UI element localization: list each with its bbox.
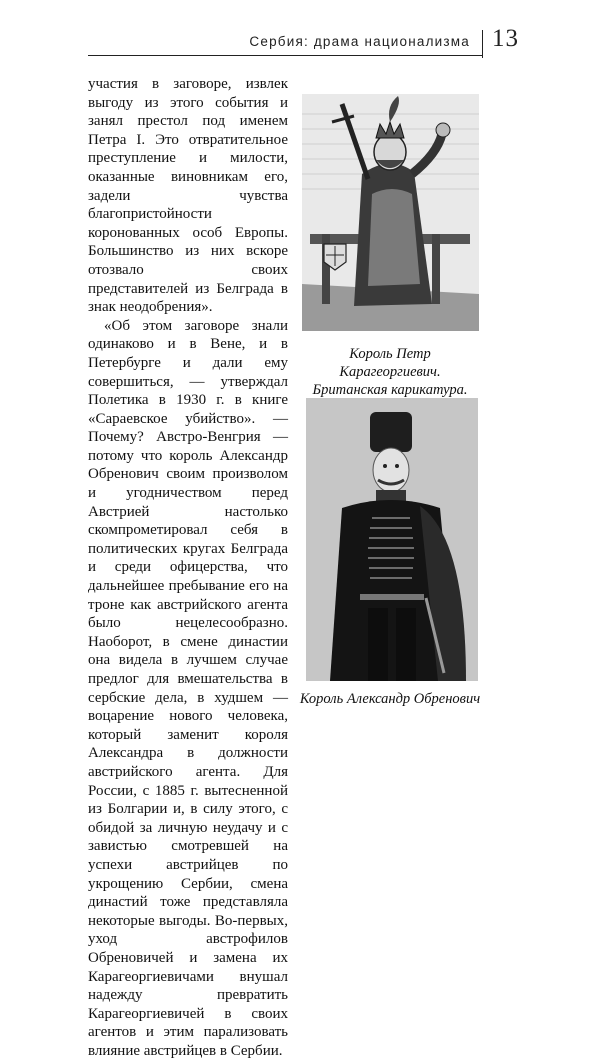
paragraph: «Об этом заговоре знали одинаково и в Вене, и в Петербурге и дали ему совершиться, — утверждал Полетика в 1930 г. в книге «Сараевское убийство». — Почему? Австро-Венгрия — потому что король Александр Обренович своим произволом и угодничеством перед Австрией настолько скомпрометировал себя в политических кругах Белграда и среди офицерства, что дальнейшее пребывание его на троне как австрийского агента было нецелесообразно. Наоборот, в смене династии она видела в лучшем случае предлог для вмешательства в сербские дела, в худшем — воцарение нового человека, который заменит короля Александра в должности австрийского агента. Для России, с 1885 г. вытесненной из Болгарии и, в силу этого, с обидой за личную неудачу и с завистью смотревшей на успехи австрийцев по укрощению Сербии, смена династий тоже представляла некоторые выгоды. Во-первых, уход австрофилов Обреновичей и замена их Карагеоргиевичами внушал надежду превратить Карагеоргиевичей в своих агентов и этим парализовать влияние австрийцев в Сербии. — [88, 317, 288, 1059]
header-separator — [482, 30, 483, 58]
body-text-column — [88, 75, 288, 1060]
header-rule — [88, 55, 483, 56]
caption-line: Британская карикатура. — [312, 382, 468, 398]
portrait-caption: Король Александр Обренович — [299, 691, 481, 707]
paragraph: участия в заговоре, извлек выгоду из этого события и занял престол под именем Петра I. Это отвратительное преступление и милости, оказанные виновникам его, задели чувства благопристойности коронованных особ Европы. Большинство из них вскоре отозвало своих представителей из Белграда в знак неодобрения». — [88, 76, 288, 316]
running-title: Сербия: драма национализма — [249, 34, 470, 49]
page-number: 13 — [492, 25, 519, 52]
caption-line: Король Петр Карагеоргиевич. — [339, 346, 441, 380]
king-alexander-portrait-image — [306, 398, 478, 681]
king-peter-cartoon-image — [302, 94, 479, 331]
